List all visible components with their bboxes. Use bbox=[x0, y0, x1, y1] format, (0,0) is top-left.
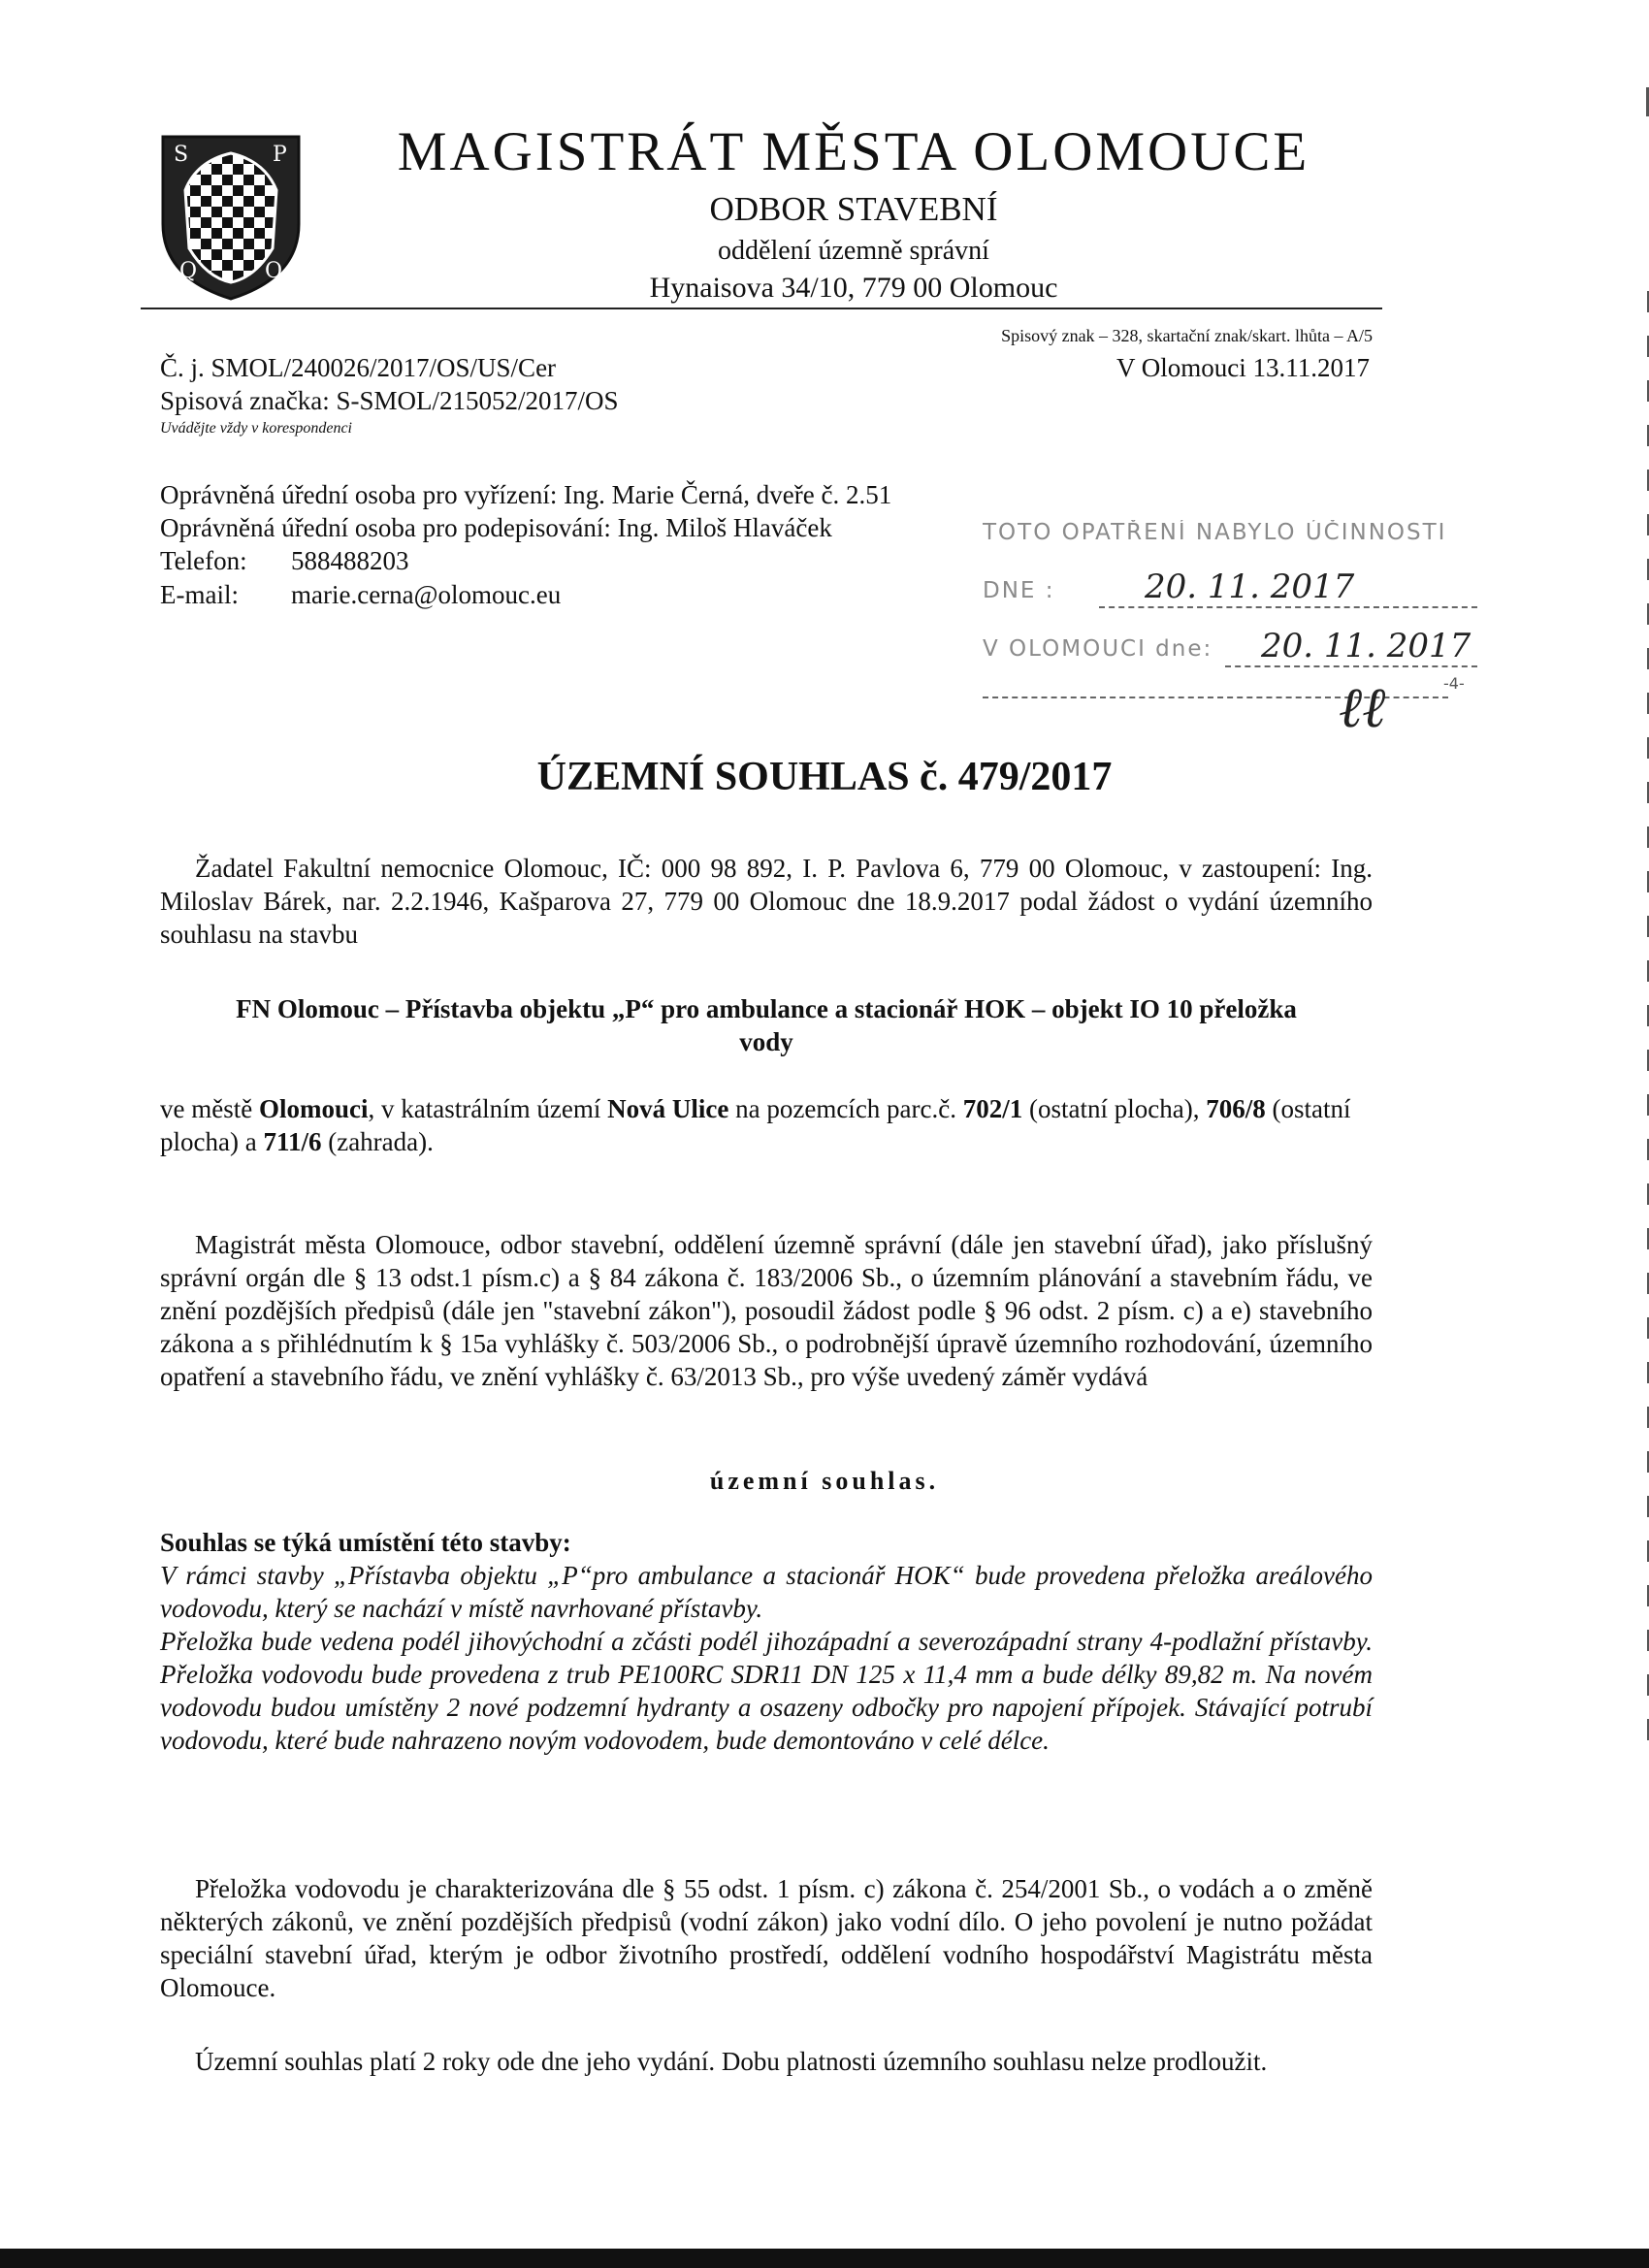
effect-stamp-date-label: DNE : bbox=[983, 578, 1055, 603]
svg-text:S: S bbox=[174, 143, 189, 167]
effect-stamp-heading: TOTO OPATŘENÍ NABYLO ÚČINNOSTI bbox=[983, 520, 1447, 545]
file-code: Spisový znak – 328, skartační znak/skart. lhůta – A/5 bbox=[1001, 326, 1373, 345]
authority-text: Magistrát města Olomouce, odbor stavební, oddělení územně správní (dále jen stavební úřad), jako příslušný správní orgán dle § 13 odst.1 písm.c) a § 84 zákona č. 183/2006 Sb., o územním plánování a stavebním řádu, ve znění pozdějších předpisů (dále jen "stavební zákon"), posoudil žádost podle § 96 odst. 2 písm. c) a e) stavebního zákona a s přihlédnutím k § 15a vyhlášky č. 503/2006 Sb., o podrobnější úpravě územního rozhodování, územního opatření a stavebního řádu, ve znění vyhlášky č. 63/2013 Sb., pro výše uvedený záměr vydává bbox=[160, 1230, 1373, 1391]
correspondence-note: Uvádějte vždy v korespondenci bbox=[160, 420, 352, 437]
scan-bottom-edge bbox=[0, 2249, 1649, 2268]
stamp-mark: -4- bbox=[1443, 674, 1465, 693]
place-date: V Olomouci 13.11.2017 bbox=[1116, 353, 1370, 382]
svg-text:Q: Q bbox=[179, 259, 198, 283]
location-text: (zahrada). bbox=[321, 1127, 434, 1156]
svg-text:P: P bbox=[273, 143, 287, 167]
email-value: marie.cerna@olomouc.eu bbox=[291, 580, 562, 609]
handwritten-place-date: 20. 11. 2017 bbox=[1261, 627, 1471, 665]
project-name-line1: FN Olomouc – Přístavba objektu „P“ pro ambulance a stacionář HOK – objekt IO 10 přeložka bbox=[236, 994, 1297, 1023]
scope-heading: Souhlas se týká umístění této stavby: bbox=[160, 1528, 571, 1557]
reference-number: Č. j. SMOL/240026/2017/OS/US/Cer bbox=[160, 353, 557, 382]
parcel-number: 702/1 bbox=[962, 1094, 1023, 1123]
stamp-line bbox=[1225, 665, 1477, 667]
handwritten-signature: ℓℓ bbox=[1339, 674, 1386, 740]
project-name-line2: vody bbox=[739, 1027, 793, 1056]
authority-address: Hynaisova 34/10, 779 00 Olomouc bbox=[649, 272, 1058, 304]
scope-paragraph-2: Přeložka bude vedena podél jihovýchodní a zčásti podél jihozápadní a severozápadní strany 4-podlažní přístavby. Přeložka vodovodu bude provedena z trub PE100RC SDR11 DN 125 x 11,4 mm a bude délky 89,82 m. Na novém vodovodu budou umístěny 2 nové podzemní hydranty a osazeny odbočky pro napojení přípojek. Stávající potrubí vodovodu, které bude nahrazeno novým vodovodem, bude demontováno v celé délce. bbox=[160, 1627, 1373, 1755]
location-text: na pozemcích parc.č. bbox=[728, 1094, 963, 1123]
email-label: E-mail: bbox=[160, 580, 239, 609]
official-signing: Oprávněná úřední osoba pro podepisování: Ing. Miloš Hlaváček bbox=[160, 513, 832, 542]
handwritten-effect-date: 20. 11. 2017 bbox=[1145, 567, 1355, 606]
location-cadastre: Nová Ulice bbox=[607, 1094, 729, 1123]
validity-text: Územní souhlas platí 2 roky ode dne jeho vydání. Dobu platnosti územního souhlasu nelze prodloužit. bbox=[195, 2047, 1268, 2076]
location-city: Olomouci bbox=[258, 1094, 369, 1123]
stamp-line bbox=[1099, 606, 1477, 608]
official-handling: Oprávněná úřední osoba pro vyřízení: Ing. Marie Černá, dveře č. 2.51 bbox=[160, 480, 892, 509]
parcel-number: 711/6 bbox=[263, 1127, 322, 1156]
department-name: ODBOR STAVEBNÍ bbox=[709, 190, 998, 228]
location-text: ve městě bbox=[160, 1094, 259, 1123]
stamp-place-label: V OLOMOUCI dne: bbox=[983, 636, 1213, 662]
location-paragraph bbox=[160, 1092, 1373, 1158]
file-mark: Spisová značka: S-SMOL/215052/2017/OS bbox=[160, 386, 619, 415]
authority-title: MAGISTRÁT MĚSTA OLOMOUCE bbox=[397, 121, 1310, 182]
parcel-number: 706/8 bbox=[1206, 1094, 1266, 1123]
location-text: , v katastrálním území bbox=[368, 1094, 608, 1123]
section-name: oddělení územně správní bbox=[718, 236, 989, 266]
applicant-paragraph bbox=[160, 852, 1373, 951]
phone-label: Telefon: bbox=[160, 546, 247, 575]
scope-paragraph-1: V rámci stavby „Přístavba objektu „P“pro ambulance a stacionář HOK“ bude provedena přeložka areálového vodovodu, který se nachází v místě navrhované přístavby. bbox=[160, 1561, 1373, 1623]
document-title: ÚZEMNÍ SOUHLAS č. 479/2017 bbox=[536, 755, 1113, 799]
water-law-text: Přeložka vodovodu je charakterizována dle § 55 odst. 1 písm. c) zákona č. 254/2001 Sb., o vodách a o změně některých zákonů, ve znění pozdějších předpisů (vodní zákon) jako vodní dílo. O jeho povolení je nutno požádat speciální stavební úřad, kterým je odbor životního prostředí, oddělení vodního hospodářství Magistrátu města Olomouce. bbox=[160, 1874, 1373, 2002]
svg-text:O: O bbox=[265, 259, 283, 283]
phone-value: 588488203 bbox=[291, 546, 409, 575]
validity-paragraph bbox=[160, 2045, 1373, 2078]
decision-heading: územní souhlas. bbox=[709, 1467, 940, 1495]
location-text: (ostatní plocha) a bbox=[160, 1094, 1351, 1156]
city-crest-logo bbox=[158, 132, 304, 303]
location-text: (ostatní plocha), bbox=[1022, 1094, 1207, 1123]
authority-paragraph bbox=[160, 1228, 1373, 1393]
water-law-paragraph bbox=[160, 1872, 1373, 2004]
applicant-text: Žadatel Fakultní nemocnice Olomouc, IČ: 000 98 892, I. P. Pavlova 6, 779 00 Olomouc, v zastoupení: Ing. Miloslav Bárek, nar. 2.2.1946, Kašparova 27, 779 00 Olomouc dne 18.9.2017 podal žádost o vydání územního souhlasu na stavbu bbox=[160, 854, 1373, 949]
header-divider bbox=[141, 308, 1382, 309]
